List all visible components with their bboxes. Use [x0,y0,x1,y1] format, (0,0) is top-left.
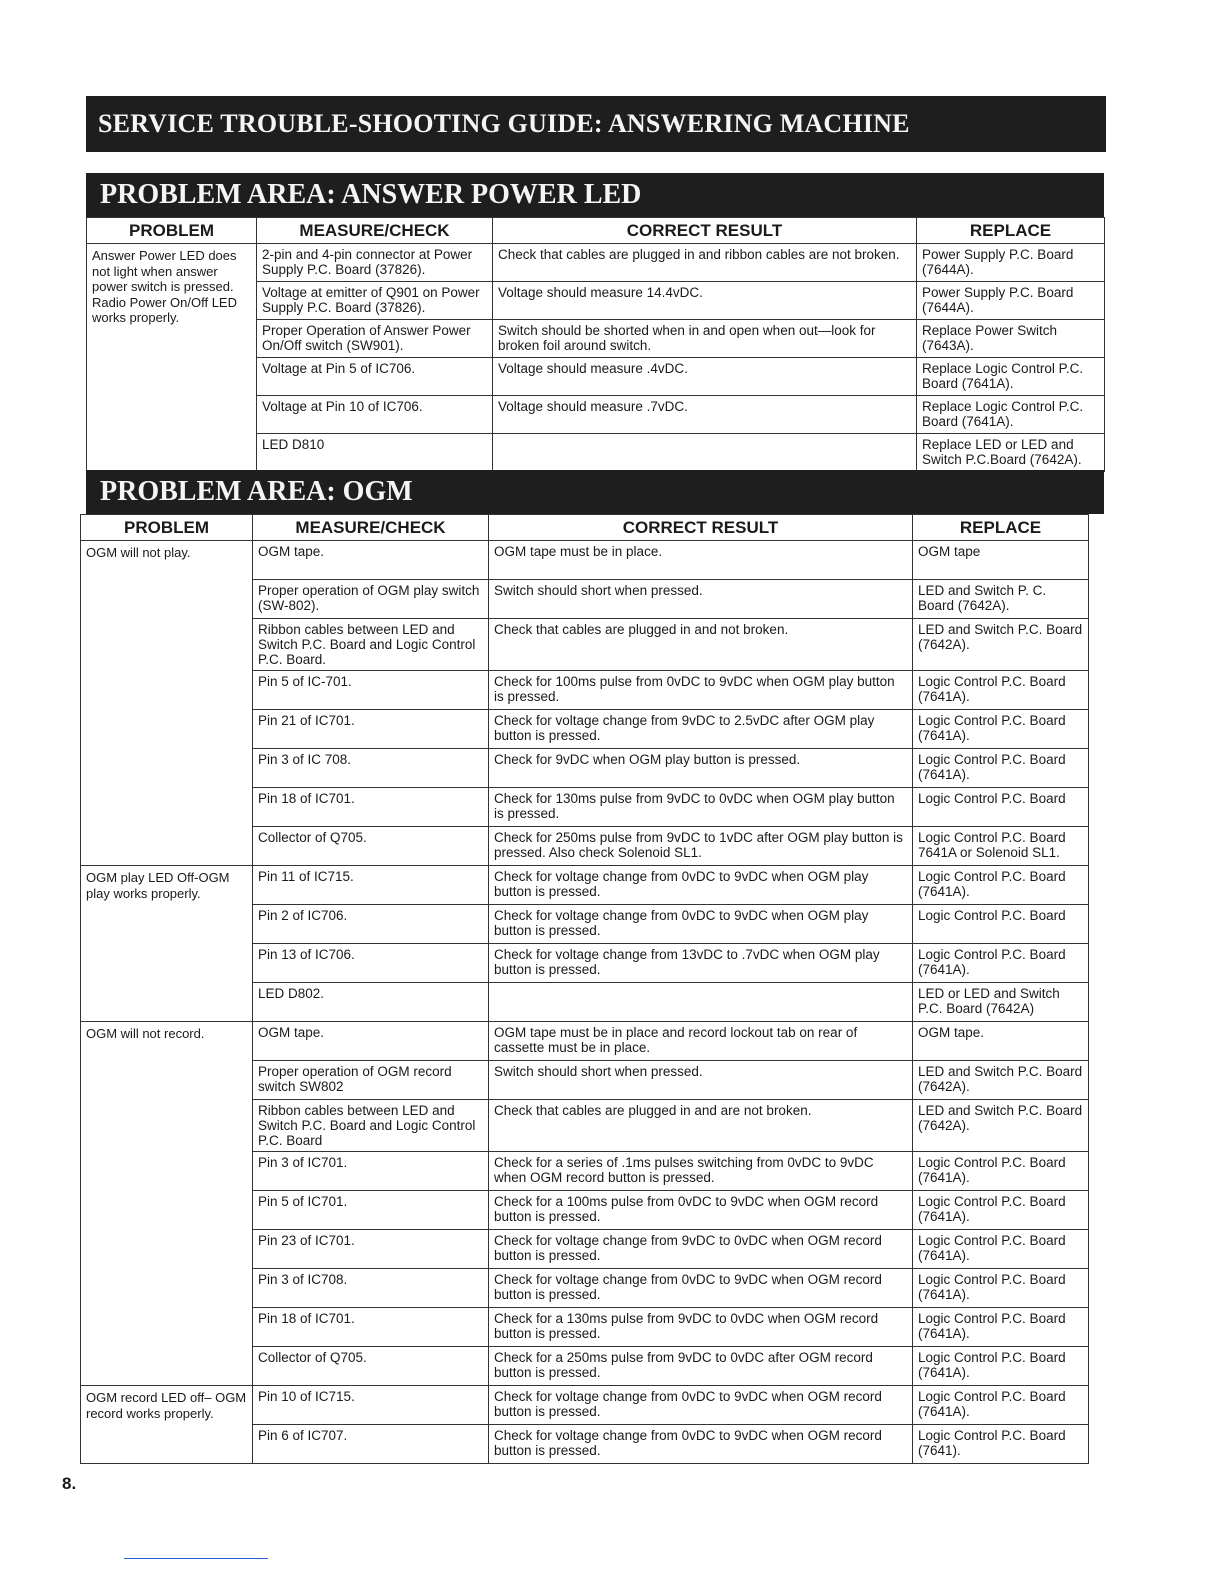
result-cell: Check for a 250ms pulse from 9vDC to 0vDC after OGM record button is pressed. [489,1347,913,1386]
replace-cell: Logic Control P.C. Board (7641A). [913,671,1089,710]
column-header-measure: MEASURE/CHECK [257,218,493,244]
result-cell: OGM tape must be in place and record lockout tab on rear of cassette must be in place. [489,1022,913,1061]
result-cell: Switch should short when pressed. [489,580,913,619]
replace-cell: Logic Control P.C. Board (7641A). [913,1308,1089,1347]
measure-cell: Proper operation of OGM record switch SW802 [253,1061,489,1100]
measure-cell: Ribbon cables between LED and Switch P.C. Board and Logic Control P.C. Board [253,1100,489,1152]
problem-cell: OGM record LED off– OGM record works properly. [81,1386,253,1464]
measure-cell: Pin 5 of IC-701. [253,671,489,710]
replace-cell: OGM tape. [913,1022,1089,1061]
replace-cell: Logic Control P.C. Board (7641A). [913,749,1089,788]
result-cell: Check for voltage change from 9vDC to 2.5vDC after OGM play button is pressed. [489,710,913,749]
table-row [81,541,1089,580]
page-number: 8. [62,1474,77,1493]
footer-divider [124,1558,268,1559]
measure-cell: Pin 13 of IC706. [253,944,489,983]
replace-cell: Replace Logic Control P.C. Board (7641A). [917,396,1105,434]
measure-cell: Pin 18 of IC701. [253,788,489,827]
result-cell: Check for 130ms pulse from 9vDC to 0vDC when OGM play button is pressed. [489,788,913,827]
replace-cell: Logic Control P.C. Board (7641). [913,1425,1089,1464]
result-cell: Voltage should measure 14.4vDC. [493,282,917,320]
problem-cell: Answer Power LED does not light when answer power switch is pressed. Radio Power On/Off LED works properly. [87,244,257,472]
replace-cell: Logic Control P.C. Board (7641A). [913,1269,1089,1308]
measure-cell: Proper operation of OGM play switch (SW-802). [253,580,489,619]
section-title-ogm: PROBLEM AREA: OGM [86,470,1104,514]
measure-cell: Pin 6 of IC707. [253,1425,489,1464]
measure-cell: Collector of Q705. [253,1347,489,1386]
result-cell: Check for a 100ms pulse from 0vDC to 9vDC when OGM record button is pressed. [489,1191,913,1230]
measure-cell: Pin 11 of IC715. [253,866,489,905]
section-title-answer-power-led: PROBLEM AREA: ANSWER POWER LED [86,173,1104,217]
measure-cell: 2-pin and 4-pin connector at Power Supply P.C. Board (37826). [257,244,493,282]
problem-cell: OGM play LED Off-OGM play works properly. [81,866,253,1022]
replace-cell: Logic Control P.C. Board [913,905,1089,944]
result-cell: Check for a series of .1ms pulses switching from 0vDC to 9vDC when OGM record button is pressed. [489,1152,913,1191]
replace-cell: LED and Switch P.C. Board (7642A). [913,1061,1089,1100]
replace-cell: Power Supply P.C. Board (7644A). [917,282,1105,320]
replace-cell: Logic Control P.C. Board (7641A). [913,1386,1089,1425]
column-header-result: CORRECT RESULT [489,515,913,541]
result-cell: Check for 250ms pulse from 9vDC to 1vDC after OGM play button is pressed. Also check Solenoid SL1. [489,827,913,866]
measure-cell: Voltage at Pin 10 of IC706. [257,396,493,434]
measure-cell: Pin 18 of IC701. [253,1308,489,1347]
result-cell: Check for voltage change from 0vDC to 9vDC when OGM play button is pressed. [489,905,913,944]
replace-cell: LED or LED and Switch P.C. Board (7642A) [913,983,1089,1022]
replace-cell: Replace Logic Control P.C. Board (7641A). [917,358,1105,396]
measure-cell: LED D810 [257,434,493,472]
replace-cell: Replace LED or LED and Switch P.C.Board (7642A). [917,434,1105,472]
measure-cell: Pin 23 of IC701. [253,1230,489,1269]
result-cell: OGM tape must be in place. [489,541,913,580]
column-header-replace: REPLACE [917,218,1105,244]
measure-cell: Pin 2 of IC706. [253,905,489,944]
measure-cell: Proper Operation of Answer Power On/Off switch (SW901). [257,320,493,358]
result-cell: Check for 100ms pulse from 0vDC to 9vDC when OGM play button is pressed. [489,671,913,710]
result-cell [489,983,913,1022]
result-cell: Check for voltage change from 0vDC to 9vDC when OGM record button is pressed. [489,1269,913,1308]
measure-cell: Pin 10 of IC715. [253,1386,489,1425]
replace-cell: Logic Control P.C. Board 7641A or Solenoid SL1. [913,827,1089,866]
replace-cell: Logic Control P.C. Board (7641A). [913,1152,1089,1191]
measure-cell: OGM tape. [253,541,489,580]
replace-cell: Replace Power Switch (7643A). [917,320,1105,358]
result-cell: Check for voltage change from 0vDC to 9vDC when OGM record button is pressed. [489,1386,913,1425]
replace-cell: Logic Control P.C. Board (7641A). [913,710,1089,749]
result-cell: Check that cables are plugged in and are not broken. [489,1100,913,1152]
result-cell: Check for voltage change from 0vDC to 9vDC when OGM record button is pressed. [489,1425,913,1464]
column-header-problem: PROBLEM [87,218,257,244]
ogm-table [80,514,1089,1464]
result-cell: Check that cables are plugged in and ribbon cables are not broken. [493,244,917,282]
result-cell: Switch should short when pressed. [489,1061,913,1100]
replace-cell: Logic Control P.C. Board (7641A). [913,1191,1089,1230]
table-row [81,1022,1089,1061]
result-cell: Voltage should measure .4vDC. [493,358,917,396]
problem-cell: OGM will not play. [81,541,253,866]
column-header-replace: REPLACE [913,515,1089,541]
measure-cell: Ribbon cables between LED and Switch P.C. Board and Logic Control P.C. Board. [253,619,489,671]
replace-cell: Logic Control P.C. Board (7641A). [913,1347,1089,1386]
measure-cell: OGM tape. [253,1022,489,1061]
replace-cell: Logic Control P.C. Board (7641A). [913,1230,1089,1269]
result-cell [493,434,917,472]
result-cell: Check for 9vDC when OGM play button is pressed. [489,749,913,788]
measure-cell: Pin 5 of IC701. [253,1191,489,1230]
result-cell: Check for voltage change from 9vDC to 0vDC when OGM record button is pressed. [489,1230,913,1269]
column-header-problem: PROBLEM [81,515,253,541]
result-cell: Check for voltage change from 13vDC to .7vDC when OGM play button is pressed. [489,944,913,983]
table-header-row [87,218,1105,244]
replace-cell: LED and Switch P.C. Board (7642A). [913,1100,1089,1152]
measure-cell: Pin 3 of IC708. [253,1269,489,1308]
replace-cell: OGM tape [913,541,1089,580]
measure-cell: Collector of Q705. [253,827,489,866]
measure-cell: Pin 3 of IC701. [253,1152,489,1191]
measure-cell: LED D802. [253,983,489,1022]
measure-cell: Pin 3 of IC 708. [253,749,489,788]
table-row [81,866,1089,905]
column-header-measure: MEASURE/CHECK [253,515,489,541]
result-cell: Switch should be shorted when in and open when out—look for broken foil around switch. [493,320,917,358]
replace-cell: Logic Control P.C. Board [913,788,1089,827]
result-cell: Check that cables are plugged in and not broken. [489,619,913,671]
result-cell: Check for voltage change from 0vDC to 9vDC when OGM play button is pressed. [489,866,913,905]
replace-cell: LED and Switch P.C. Board (7642A). [913,619,1089,671]
column-header-result: CORRECT RESULT [493,218,917,244]
answer-power-led-table [86,217,1105,472]
result-cell: Voltage should measure .7vDC. [493,396,917,434]
replace-cell: LED and Switch P. C. Board (7642A). [913,580,1089,619]
measure-cell: Voltage at Pin 5 of IC706. [257,358,493,396]
measure-cell: Voltage at emitter of Q901 on Power Supply P.C. Board (37826). [257,282,493,320]
table-row [81,1386,1089,1425]
table-row [87,244,1105,282]
replace-cell: Logic Control P.C. Board (7641A). [913,944,1089,983]
table-header-row [81,515,1089,541]
problem-cell: OGM will not record. [81,1022,253,1386]
page-title: SERVICE TROUBLE-SHOOTING GUIDE: ANSWERING MACHINE [86,96,1106,152]
replace-cell: Power Supply P.C. Board (7644A). [917,244,1105,282]
replace-cell: Logic Control P.C. Board (7641A). [913,866,1089,905]
measure-cell: Pin 21 of IC701. [253,710,489,749]
result-cell: Check for a 130ms pulse from 9vDC to 0vDC when OGM record button is pressed. [489,1308,913,1347]
